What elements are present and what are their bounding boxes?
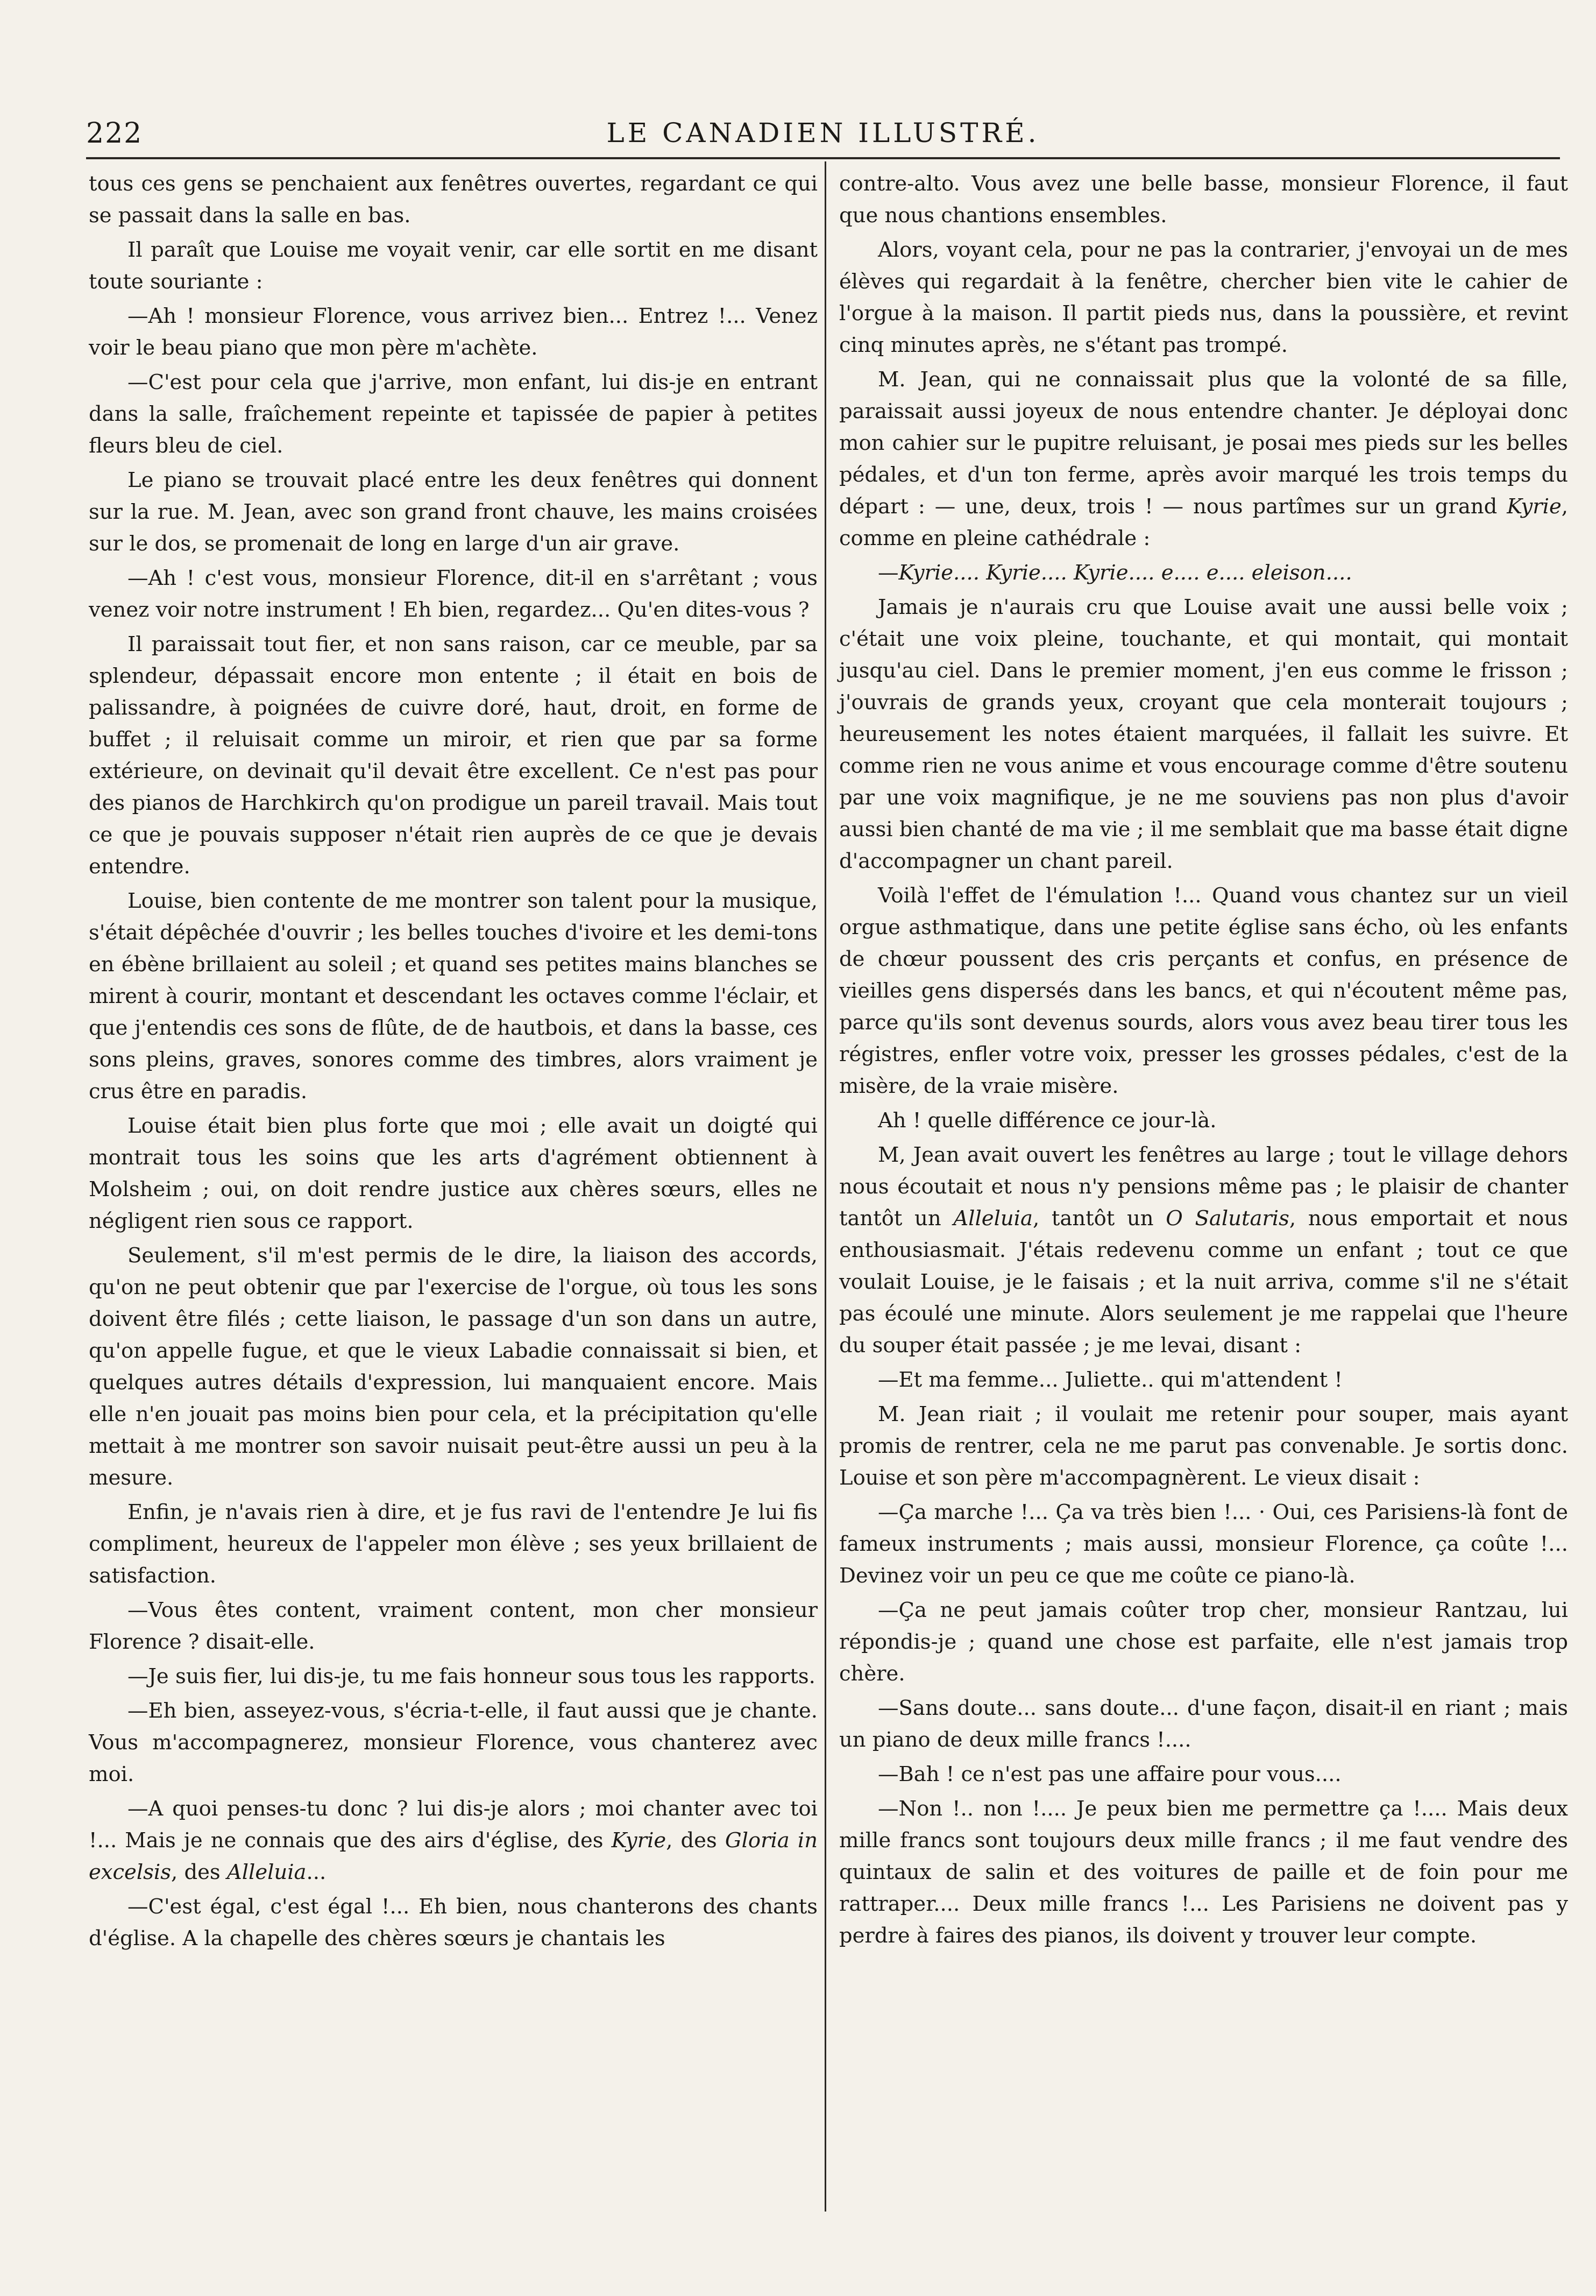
paragraph: Ah ! quelle différence ce jour-là. (878, 1108, 1217, 1133)
paragraph: M, Jean avait ouvert les fenêtres au large ; tout le village dehors nous écoutait et nous n'y pensions même pas ; le plaisir de chanter tantôt un Alleluia, tantôt un O Salutaris, nous emportait et nous enthousiasmait. J'étais redevenu comme un enfant ; tout ce que voulait Louise, je le faisais ; et la nuit arriva, comme s'il ne s'était pas écoulé une minute. Alors seulement je me rappelai que l'heure du souper était passée ; je me levai, disant : (839, 1143, 1569, 1358)
paragraph: Le piano se trouvait placé entre les deux fenêtres qui donnent sur la rue. M. Jean, avec son grand front chauve, les mains croisées sur le dos, se promenait de long en large d'un air grave. (89, 468, 818, 556)
right-column (839, 168, 1568, 1954)
paragraph: Seulement, s'il m'est permis de le dire, la liaison des accords, qu'on ne peut obtenir que par l'exercise de l'orgue, où tous les sons doivent être filés ; cette liaison, le passage d'un son dans un autre, qu'on appelle fugue, et que le vieux Labadie connaissait si bien, et quelques autres détails d'expression, lui manquaient encore. Mais elle n'en jouait pas moins bien pour cela, et la précipitation qu'elle mettait à me montrer son savoir nuisait peut-être aussi un peu à la mesure. (89, 1244, 818, 1490)
paragraph: Enfin, je n'avais rien à dire, et je fus ravi de l'entendre Je lui fis compliment, heureux de l'appeler mon élève ; ses yeux brillaient de satisfaction. (89, 1500, 818, 1588)
paragraph: —Ça marche !... Ça va très bien !... · Oui, ces Parisiens-là font de fameux instruments ; mais aussi, monsieur Florence, ça coûte !... Devinez voir un peu ce que me coûte ce piano-là. (839, 1500, 1568, 1588)
paragraph: —Eh bien, asseyez-vous, s'écria-t-elle, il faut aussi que je chante. Vous m'accompagnerez, monsieur Florence, vous chanterez avec moi. (89, 1699, 818, 1786)
paragraph: —Ah ! c'est vous, monsieur Florence, dit-il en s'arrêtant ; vous venez voir notre instrument ! Eh bien, regardez... Qu'en dites-vous ? (89, 566, 818, 622)
paragraph: —Vous êtes content, vraiment content, mon cher monsieur Florence ? disait-elle. (89, 1598, 818, 1654)
paragraph: —Kyrie.... Kyrie.... Kyrie.... e.... e.... eleison.... (878, 561, 1352, 585)
page-header (86, 117, 1560, 155)
paragraph: —C'est égal, c'est égal !... Eh bien, nous chanterons des chants d'église. A la chapelle des chères sœurs je chantais les (89, 1895, 818, 1951)
paragraph: —Bah ! ce n'est pas une affaire pour vous.... (878, 1762, 1342, 1786)
paragraph: Louise était bien plus forte que moi ; elle avait un doigté qui montrait tous les soins que les arts d'agrément obtiennent à Molsheim ; oui, on doit rendre justice aux chères sœurs, elles ne négligent rien sous ce rapport. (89, 1114, 818, 1233)
left-column (89, 168, 818, 1957)
paragraph: M. Jean, qui ne connaissait plus que la volonté de sa fille, paraissait aussi joyeux de nous entendre chanter. Je déployai donc mon cahier sur le pupitre reluisant, je posai mes pieds sur les belles pédales, et d'un ton ferme, après avoir marqué les trois temps du départ : — une, deux, trois ! — nous partîmes sur un grand Kyrie, comme en pleine cathédrale : (839, 368, 1568, 550)
paragraph: Jamais je n'aurais cru que Louise avait une aussi belle voix ; c'était une voix pleine, touchante, et qui montait, qui montait jusqu'au ciel. Dans le premier moment, j'en eus comme le frisson ; j'ouvrais de grands yeux, croyant que cela monterait toujours ; heureusement les notes étaient marquées, il fallait les suivre. Et comme rien ne vous anime et vous encourage comme d'être soutenu par une voix magnifique, je ne me souviens pas non plus d'avoir aussi bien chanté de ma vie ; il me semblait que ma basse était digne d'accompagner un chant pareil. (839, 595, 1568, 873)
paragraph: contre-alto. Vous avez une belle basse, monsieur Florence, il faut que nous chantions ensembles. (839, 172, 1568, 228)
paragraph: —A quoi penses-tu donc ? lui dis-je alors ; moi chanter avec toi !... Mais je ne connais que des airs d'église, des Kyrie, des Gloria in excelsis, des Alleluia... (89, 1797, 818, 1884)
paragraph: —Sans doute... sans doute... d'une façon, disait-il en riant ; mais un piano de deux mille francs !.... (839, 1696, 1568, 1752)
paragraph: M. Jean riait ; il voulait me retenir pour souper, mais ayant promis de rentrer, cela ne me parut pas convenable. Je sortis donc. Louise et son père m'accompagnèrent. Le vieux disait : (839, 1402, 1568, 1490)
running-title: LE CANADIEN ILLUSTRÉ. (606, 117, 1040, 149)
paragraph: Alors, voyant cela, pour ne pas la contrarier, j'envoyai un de mes élèves qui regardait à la fenêtre, chercher bien vite le cahier de l'orgue à la maison. Il partit pieds nus, dans la poussière, et revint cinq minutes après, ne s'étant pas trompé. (839, 238, 1568, 357)
paragraph: tous ces gens se penchaient aux fenêtres ouvertes, regardant ce qui se passait dans la salle en bas. (89, 172, 818, 228)
paragraph: —Et ma femme... Juliette.. qui m'attendent ! (878, 1368, 1343, 1392)
column-divider (825, 161, 826, 2212)
page-number: 222 (86, 117, 143, 150)
paragraph: —Je suis fier, lui dis-je, tu me fais honneur sous tous les rapports. (127, 1664, 815, 1689)
paragraph: —Ah ! monsieur Florence, vous arrivez bien... Entrez !... Venez voir le beau piano que mon père m'achète. (89, 304, 818, 360)
paragraph: Louise, bien contente de me montrer son talent pour la musique, s'était dépêchée d'ouvrir ; les belles touches d'ivoire et les demi-tons en ébène brillaient au soleil ; et quand ses petites mains blanches se mirent à courir, montant et descendant les octaves comme l'éclair, et que j'entendis ces sons de flûte, de de hautbois, et dans la basse, ces sons pleins, graves, sonores comme des timbres, alors vraiment je crus être en paradis. (89, 889, 818, 1104)
header-rule (86, 157, 1560, 159)
paragraph: —Non !.. non !.... Je peux bien me permettre ça !.... Mais deux mille francs sont toujours deux mille francs ; il me faut vendre des quintaux de salin et des voitures de paille et de foin pour me rattraper.... Deux mille francs !... Les Parisiens ne doivent pas y perdre à faires des pianos, ils doivent y trouver leur compte. (839, 1797, 1568, 1948)
paragraph: Il paraissait tout fier, et non sans raison, car ce meuble, par sa splendeur, dépassait encore mon entente ; il était en bois de palissandre, à poignées de cuivre doré, haut, droit, en forme de buffet ; il reluisait comme un miroir, et rien que par sa forme extérieure, on devinait qu'il devait être excellent. Ce n'est pas pour des pianos de Harchkirch qu'on prodigue un pareil travail. Mais tout ce que je pouvais supposer n'était rien auprès de ce que je devais entendre. (89, 632, 818, 879)
paragraph: Il paraît que Louise me voyait venir, car elle sortit en me disant toute souriante : (89, 238, 818, 294)
paragraph: Voilà l'effet de l'émulation !... Quand vous chantez sur un vieil orgue asthmatique, dans une petite église sans écho, où les enfants de chœur poussent des cris perçants et confus, en présence de vieilles gens dispersés dans les bancs, et qui n'écoutent même pas, parce qu'ils sont devenus sourds, alors vous avez beau tirer tous les régistres, enfler votre voix, presser les grosses pédales, c'est de la misère, de la vraie misère. (839, 884, 1568, 1098)
paragraph: —Ça ne peut jamais coûter trop cher, monsieur Rantzau, lui répondis-je ; quand une chose est parfaite, elle n'est jamais trop chère. (839, 1598, 1568, 1686)
paragraph: —C'est pour cela que j'arrive, mon enfant, lui dis-je en entrant dans la salle, fraîchement repeinte et tapissée de papier à petites fleurs bleu de ciel. (89, 370, 818, 458)
